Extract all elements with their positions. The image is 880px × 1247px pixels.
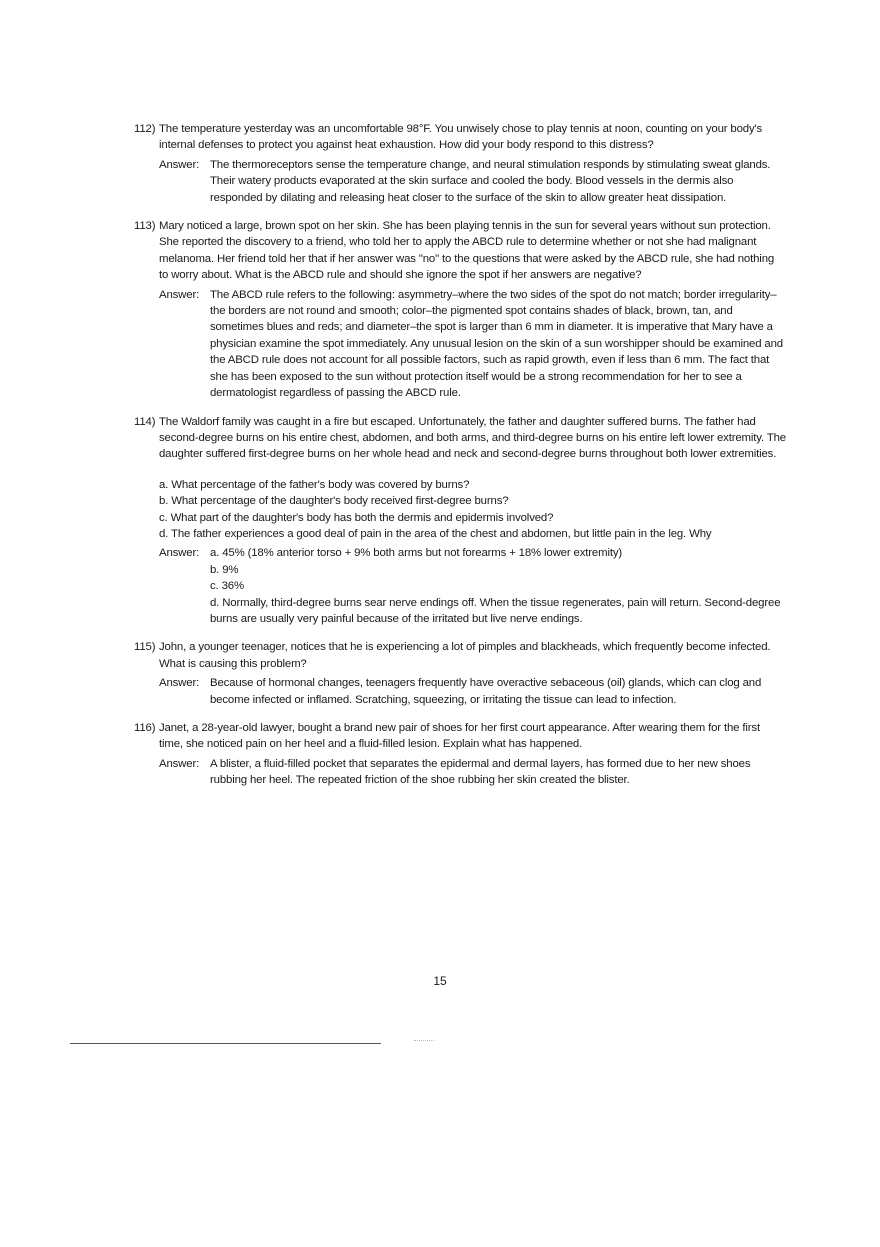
question-item — [134, 218, 786, 401]
answer-line: d. Normally, third-degree burns sear nerve endings off. When the tissue regenerates, pain will return. Second-degree burns are usually very painful because of the irritated but live nerve endings. — [210, 596, 781, 625]
question-list — [134, 121, 786, 801]
question-text: The temperature yesterday was an uncomfortable 98°F. You unwisely chose to play tennis at noon, counting on your body's internal defenses to protect you against heat exhaustion. How did your body respond to this distress? — [159, 123, 763, 152]
answer-block — [159, 756, 786, 789]
answer-text: The thermoreceptors sense the temperature change, and neural stimulation responds by stimulating sweat glands. Their watery products evaporated at the skin surface and cooled the body. Blood vessels in the dermis also responded by dilating and releasing heat closer to the surface of the skin to allow greater heat dissipation. — [210, 158, 771, 204]
answer-line: b. 9% — [210, 563, 239, 576]
answer-label: Answer: — [159, 757, 200, 770]
answer-label: Answer: — [159, 677, 200, 690]
answer-text: A blister, a fluid-filled pocket that separates the epidermal and dermal layers, has formed due to her new shoes rubbing her heel. The repeated friction of the shoe rubbing her skin created the blister. — [210, 757, 751, 787]
question-item — [134, 720, 786, 789]
question-item — [134, 121, 786, 206]
question-number: 115) — [134, 641, 156, 654]
question-item — [134, 639, 786, 708]
question-item — [134, 414, 786, 628]
answer-block — [159, 157, 786, 206]
sub-question: c. What part of the daughter's body has both the dermis and epidermis involved? — [159, 511, 554, 524]
answer-line: c. 36% — [210, 580, 244, 593]
footer-mark — [414, 1040, 434, 1044]
answer-line: a. 45% (18% anterior torso + 9% both arms but not forearms + 18% lower extremity) — [210, 547, 623, 560]
sub-question-list — [159, 477, 786, 543]
question-text: Mary noticed a large, brown spot on her skin. She has been playing tennis in the sun for several years without sun protection. She reported the discovery to a friend, who told her to apply the ABCD rule to determine whether or not she had malignant melanoma. Her friend told her that if her answer was "no" to the questions that were asked by the ABCD rule, she had nothing to worry about. What is the ABCD rule and should she ignore the spot if her answers are negative? — [159, 220, 775, 282]
question-number: 112) — [134, 123, 156, 135]
question-number: 116) — [134, 722, 156, 734]
page-number: 15 — [433, 974, 447, 988]
footer-rule — [70, 1043, 381, 1044]
question-number: 114) — [134, 415, 156, 428]
question-number: 113) — [134, 220, 156, 233]
sub-question: b. What percentage of the daughter's body received first-degree burns? — [159, 495, 509, 508]
sub-question: a. What percentage of the father's body was covered by burns? — [159, 478, 470, 491]
answer-text: Because of hormonal changes, teenagers frequently have overactive sebaceous (oil) glands, which can clog and become infected or inflamed. Scratching, squeezing, or irritating the tissue can lead to infection. — [210, 677, 762, 706]
question-text: The Waldorf family was caught in a fire but escaped. Unfortunately, the father and daughter suffered burns. The father had second-degree burns on his entire chest, abdomen, and both arms, and third-degree burns on his entire left lower extremity. The daughter suffered first-degree burns on her whole head and neck and second-degree burns throughout both lower extremities. — [159, 415, 786, 461]
answer-block — [159, 675, 786, 708]
answer-label: Answer: — [159, 158, 200, 171]
question-text: John, a younger teenager, notices that he is experiencing a lot of pimples and blackheads, which frequently become infected. What is causing this problem? — [159, 641, 771, 670]
question-text: Janet, a 28-year-old lawyer, bought a brand new pair of shoes for her first court appearance. After wearing them for the first time, she noticed pain on her heel and a fluid-filled lesion. Explain what has happened. — [159, 722, 760, 751]
answer-label: Answer: — [159, 288, 200, 301]
answer-block — [159, 545, 786, 627]
answer-label: Answer: — [159, 547, 200, 560]
sub-question: d. The father experiences a good deal of pain in the area of the chest and abdomen, but little pain in the leg. Why — [159, 527, 712, 540]
answer-text: The ABCD rule refers to the following: asymmetry–where the two sides of the spot do not match; border irregularity–the borders are not round and smooth; color–the pigmented spot contains shades of black, brown, tan, and sometimes blues and reds; and diameter–the spot is larger than 6 mm in diameter. It is imperative that Mary have a physician examine the spot immediately. Any unusual lesion on the skin of a sun worshipper should be examined and the ABCD rule does not account for all possible factors, such as rapid growth, even if less than 6 mm. The fact that she has been exposed to the sun without protection itself would be a strong recommendation for her to see a dermatologist regardless of passing the ABCD rule. — [210, 288, 783, 400]
answer-block — [159, 287, 786, 402]
